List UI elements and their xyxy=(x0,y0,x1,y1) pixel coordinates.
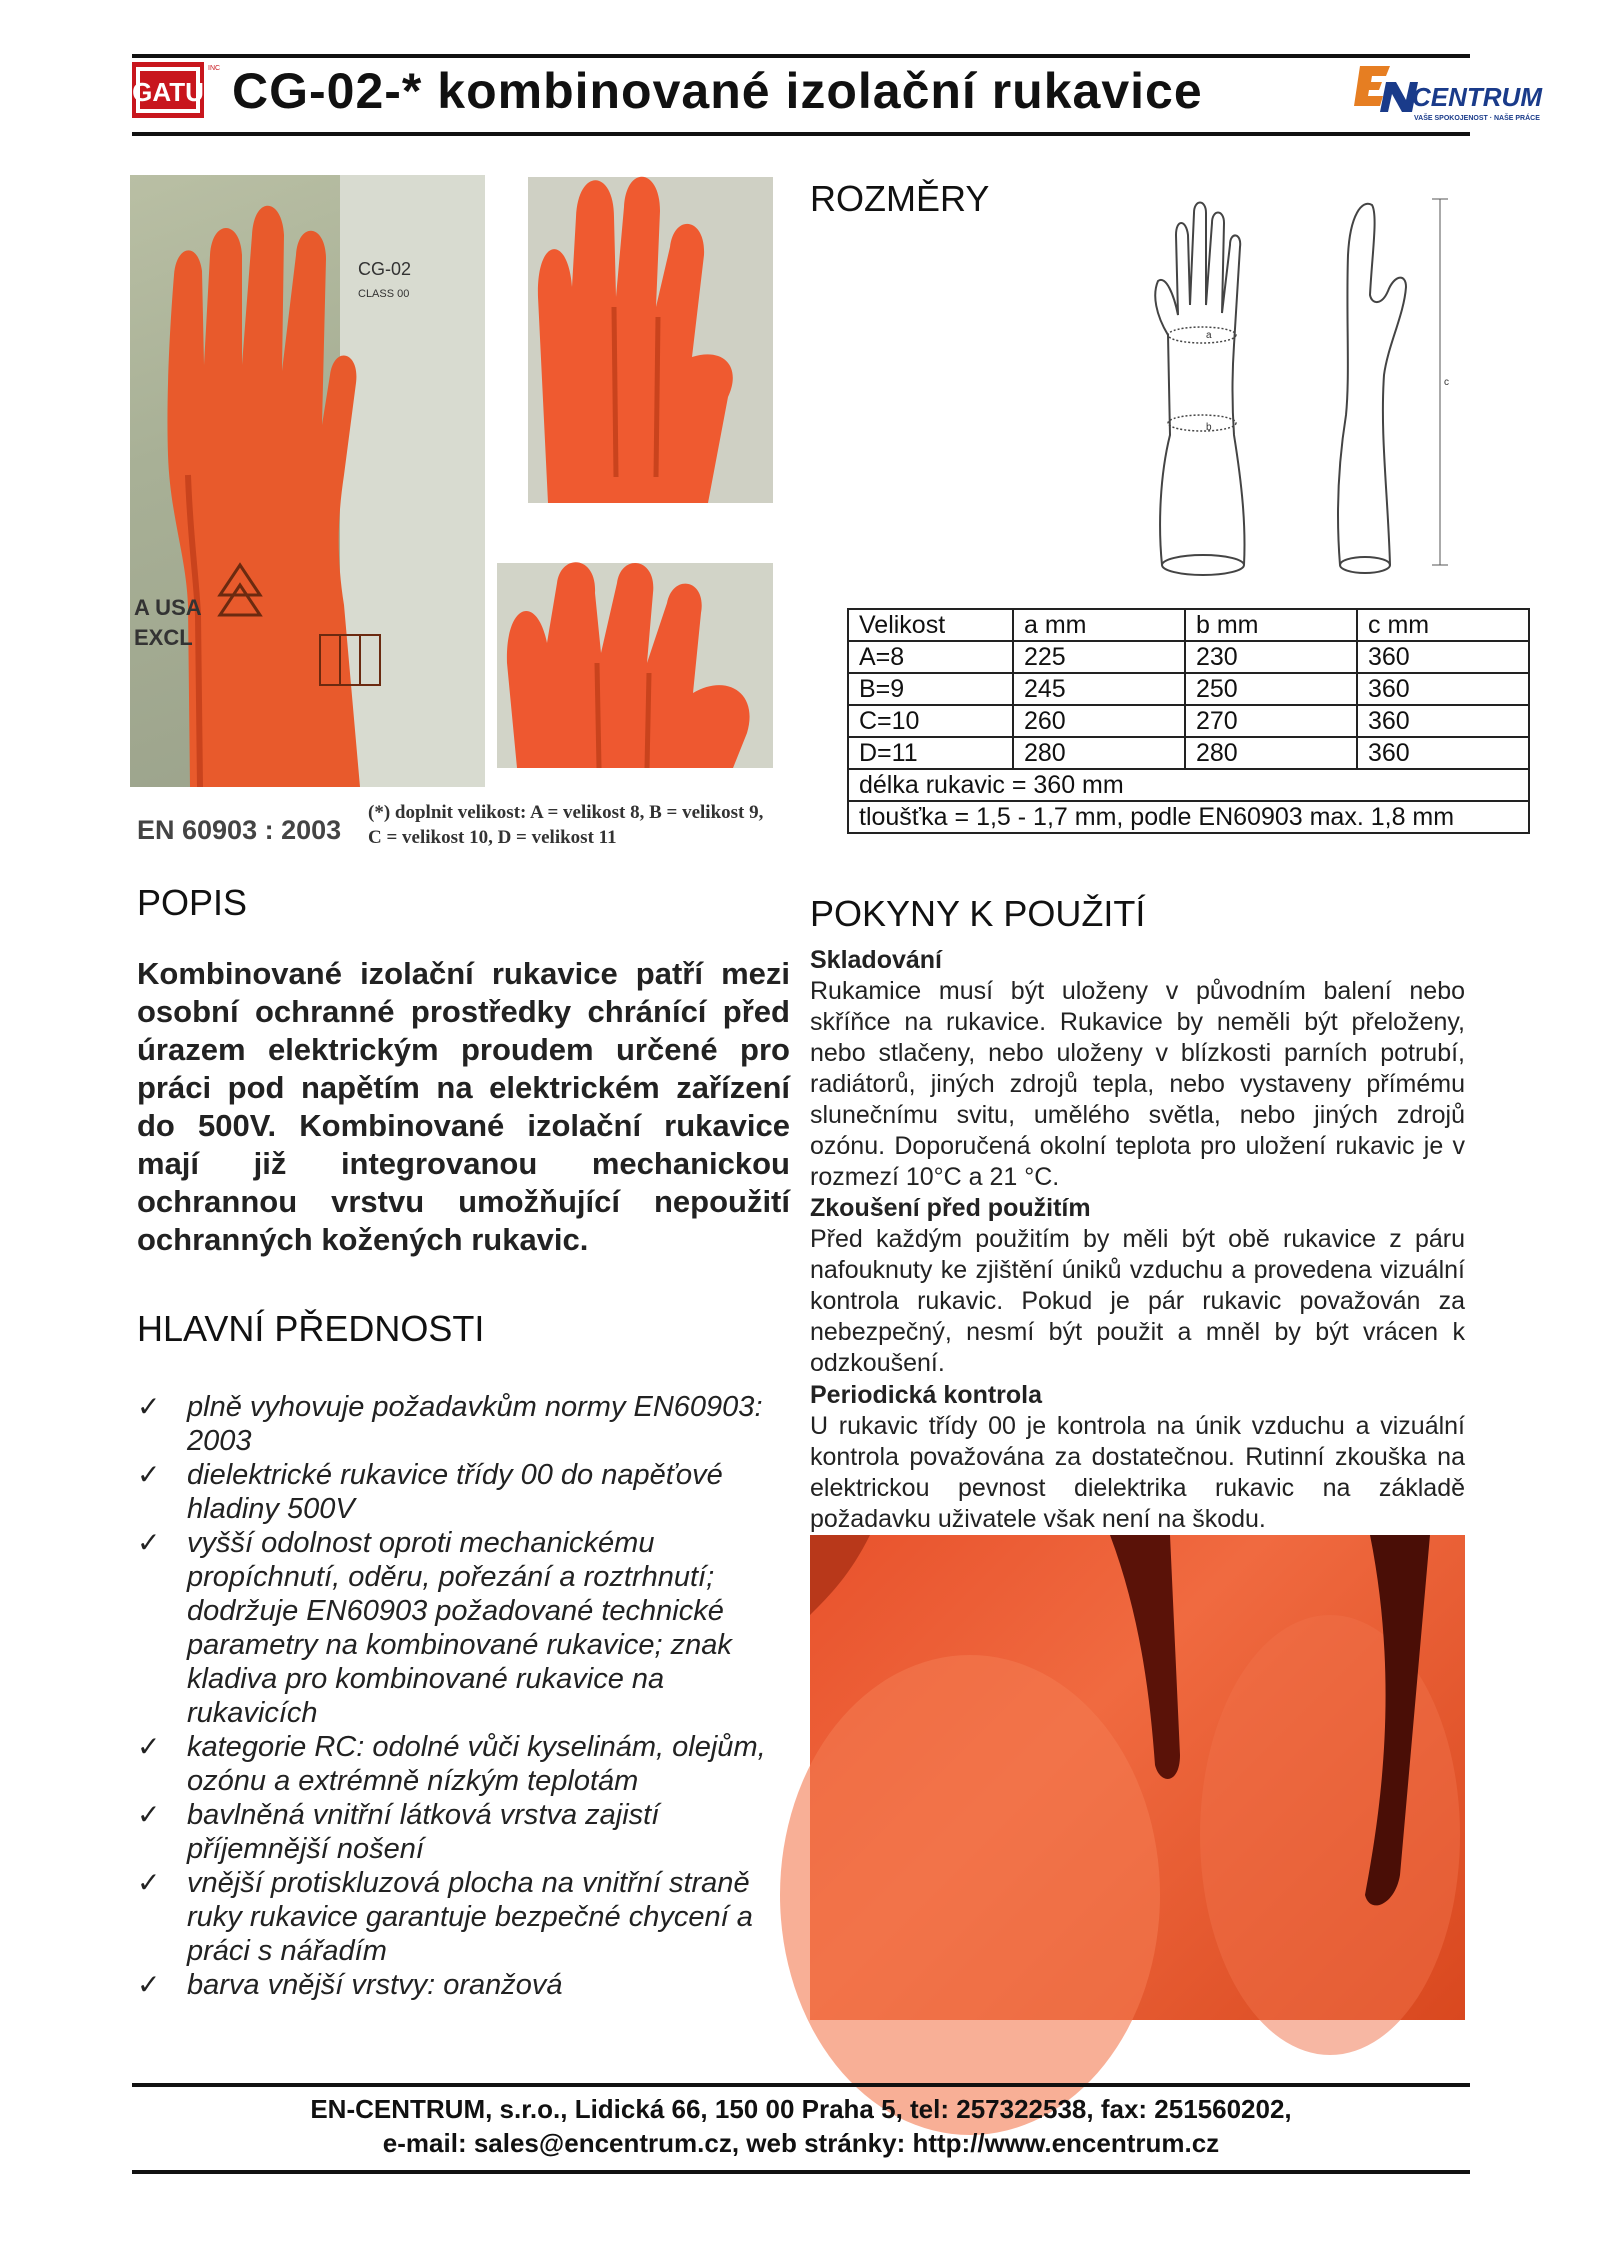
table-row xyxy=(848,705,1529,737)
glove-photo-palm xyxy=(497,563,773,768)
table-row xyxy=(848,673,1529,705)
svg-text:EXCL: EXCL xyxy=(134,625,193,650)
list-item: ✓ dielektrické rukavice třídy 00 do napěťové hladiny 500V xyxy=(137,1459,723,1525)
table-cell: 245 xyxy=(1013,673,1185,705)
svg-text:a: a xyxy=(1206,330,1212,341)
periodic-text: U rukavic třídy 00 je kontrola na únik vzduchu a vizuální kontrola považována za dostatečnou. Rutinní zkouška na elektrickou pevnost dielektrika rukavic na základě požadavku uživatele však není na škodu. xyxy=(810,1412,1465,1533)
table-header-cell: b mm xyxy=(1185,609,1357,641)
table-row xyxy=(848,641,1529,673)
check-icon: ✓ xyxy=(137,1731,161,1762)
list-item: ✓ vyšší odolnost oproti mechanickému propíchnutí, oděru, pořezání a roztrhnutí; dodržuje EN60903 požadované technické parametry na kombinované rukavice; znak kladiva pro kombinované rukavice na rukavicích xyxy=(137,1527,732,1729)
length-note: délka rukavic = 360 mm xyxy=(848,769,1529,801)
table-cell: 360 xyxy=(1357,673,1529,705)
page-title: CG-02-* kombinované izolační rukavice xyxy=(232,63,1203,119)
svg-text:CLASS 00: CLASS 00 xyxy=(358,288,410,300)
testing-title: Zkoušení před použitím xyxy=(810,1194,1091,1222)
glove-closeup-photo xyxy=(810,1535,1465,2020)
instructions-testing xyxy=(810,1193,1465,1379)
table-row xyxy=(848,769,1529,801)
features-list xyxy=(137,1390,787,2002)
table-header-cell: c mm xyxy=(1357,609,1529,641)
table-cell: B=9 xyxy=(848,673,1013,705)
table-cell: 360 xyxy=(1357,641,1529,673)
standard-label: EN 60903 : 2003 xyxy=(137,815,342,845)
table-cell: 250 xyxy=(1185,673,1357,705)
svg-text:INC: INC xyxy=(208,65,221,72)
periodic-title: Periodická kontrola xyxy=(810,1381,1043,1409)
table-cell: 225 xyxy=(1013,641,1185,673)
header-bottom-rule xyxy=(132,132,1470,136)
table-cell: 280 xyxy=(1185,737,1357,769)
table-cell: 280 xyxy=(1013,737,1185,769)
check-icon: ✓ xyxy=(137,1459,161,1490)
features-heading: HLAVNÍ PŘEDNOSTI xyxy=(137,1308,485,1349)
list-item: ✓ barva vnější vrstvy: oranžová xyxy=(137,1969,563,2001)
table-cell: A=8 xyxy=(848,641,1013,673)
table-header-cell: Velikost xyxy=(848,609,1013,641)
table-cell: 260 xyxy=(1013,705,1185,737)
check-icon: ✓ xyxy=(137,1799,161,1830)
table-cell: 360 xyxy=(1357,705,1529,737)
table-cell: 270 xyxy=(1185,705,1357,737)
svg-text:A USA: A USA xyxy=(134,595,202,620)
table-cell: D=11 xyxy=(848,737,1013,769)
table-row xyxy=(848,801,1529,833)
header-top-rule xyxy=(132,54,1470,58)
instructions-periodic xyxy=(810,1380,1465,1535)
check-icon: ✓ xyxy=(137,1527,161,1558)
svg-text:CG-02: CG-02 xyxy=(358,259,412,279)
description-text: Kombinované izolační rukavice patří mezi osobní ochranné prostředky chránící před úrazem elektrickým proudem určené pro práci pod napětím na elektrickém zařízení do 500V. Kombinované izolační rukavice mají již integrovanou mechanickou ochrannou vrstvu umožňující nepoužití ochranných kožených rukavic. xyxy=(137,956,790,1257)
footer-line-2: e-mail: sales@encentrum.cz, web stránky: http://www.encentrum.cz xyxy=(382,2128,1220,2158)
table-header-cell: a mm xyxy=(1013,609,1185,641)
list-item: ✓ kategorie RC: odolné vůči kyselinám, olejům, ozónu a extrémně nízkým teplotám xyxy=(137,1731,766,1797)
storage-text: Rukamice musí být uloženy v původním balení nebo skříňce na rukavice. Rukavice by neměli být přeloženy, nebo stlačeny, nebo uloženy v blízkosti parních potrubí, radiátorů, jiných zdrojů tepla, nebo vystaveny přímému slunečnímu svitu, umělého světla, nebo jiných zdrojů ozónu. Doporučená okolní teplota pro uložení rukavic je v rozmezí 10°C a 21 °C. xyxy=(810,977,1465,1191)
table-cell: 230 xyxy=(1185,641,1357,673)
dimensions-table xyxy=(847,608,1530,834)
size-note: (*) doplnit velikost: A = velikost 8, B = velikost 9, C = velikost 10, D = velikost 11 xyxy=(368,802,764,848)
check-icon: ✓ xyxy=(137,1867,161,1898)
svg-text:CENTRUM: CENTRUM xyxy=(1412,82,1542,112)
check-icon: ✓ xyxy=(137,1969,161,2000)
footer-bottom-rule xyxy=(132,2170,1470,2174)
testing-text: Před každým použitím by měli být obě rukavice z páru nafouknuty ke zjištění úniků vzduchu a provedena vizuální kontrola rukavic. Pokud je pár rukavic považován za nebezpečný, nesmí být použit a mněl by být vrácen k odzkoušení. xyxy=(810,1225,1465,1377)
table-row xyxy=(848,737,1529,769)
svg-text:VAŠE SPOKOJENOST · NAŠE PRÁCE: VAŠE SPOKOJENOST · NAŠE PRÁCE xyxy=(1414,115,1540,122)
instructions-storage xyxy=(810,945,1465,1193)
instructions-heading: POKYNY K POUŽITÍ xyxy=(810,893,1146,934)
glove-photo-fingers xyxy=(528,177,773,503)
glove-dimension-diagram xyxy=(1150,195,1470,575)
table-cell: 360 xyxy=(1357,737,1529,769)
glove-photo-main xyxy=(130,175,485,787)
check-icon: ✓ xyxy=(137,1391,161,1422)
list-item: ✓ bavlněná vnitřní látková vrstva zajistí příjemnější nošení xyxy=(137,1799,660,1865)
thickness-note: tloušťka = 1,5 - 1,7 mm, podle EN60903 max. 1,8 mm xyxy=(848,801,1529,833)
storage-title: Skladování xyxy=(810,946,942,974)
list-item: ✓ vnější protiskluzová plocha na vnitřní straně ruky rukavice garantuje bezpečné chycení a práci s nářadím xyxy=(137,1867,753,1967)
svg-text:b: b xyxy=(1206,422,1212,433)
encentrum-logo-text: EN CENTRUM xyxy=(1350,60,1357,61)
gatu-logo-text: GATU xyxy=(132,77,204,107)
list-item: ✓ plně vyhovuje požadavkům normy EN60903: 2003 xyxy=(137,1391,763,1457)
svg-text:c: c xyxy=(1444,377,1449,388)
table-header-row xyxy=(848,609,1529,641)
gatu-logo xyxy=(132,58,221,120)
footer-top-rule xyxy=(132,2083,1470,2087)
table-cell: C=10 xyxy=(848,705,1013,737)
footer-contact xyxy=(132,2092,1470,2160)
footer-line-1: EN-CENTRUM, s.r.o., Lidická 66, 150 00 Praha 5, tel: 257322538, fax: 251560202, xyxy=(310,2094,1292,2124)
encentrum-logo xyxy=(1350,60,1542,126)
dimensions-heading: ROZMĚRY xyxy=(810,178,990,219)
description-heading: POPIS xyxy=(137,882,248,923)
